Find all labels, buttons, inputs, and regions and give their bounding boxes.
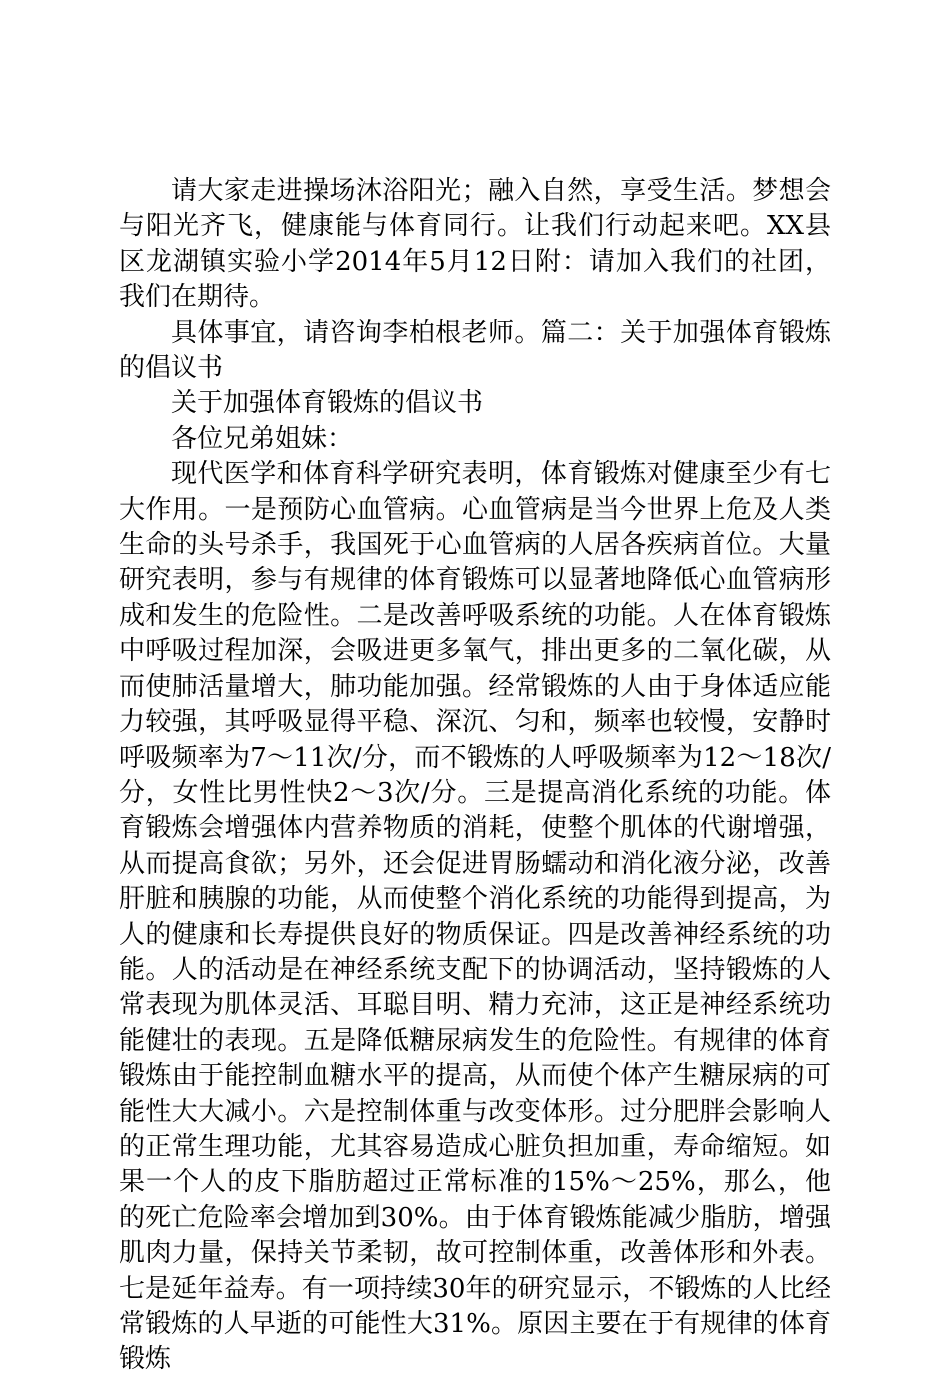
document-title: 关于加强体育锻炼的倡议书 — [171, 388, 484, 419]
salutation: 各位兄弟姐妹： — [171, 423, 354, 454]
paragraph-contact-info: 具体事宜，请咨询李柏根老师。篇二：关于加强体育锻炼的倡议书 — [119, 317, 831, 384]
paragraph-closing-invitation: 请大家走进操场沐浴阳光；融入自然，享受生活。梦想会与阳光齐飞，健康能与体育同行。让我们行动起来吧。XX县区龙湖镇实验小学2014年5月12日附：请加入我们的社团，我们在期待。 — [119, 176, 831, 313]
document-page — [119, 174, 831, 1378]
paragraph-body: 现代医学和体育科学研究表明，体育锻炼对健康至少有七大作用。一是预防心血管病。心血管病是当今世界上危及人类生命的头号杀手，我国死于心血管病的人居各疾病首位。大量研究表明，参与有规律的体育锻炼可以显著地降低心血管病形成和发生的危险性。二是改善呼吸系统的功能。人在体育锻炼中呼吸过程加深，会吸进更多氧气，排出更多的二氧化碳，从而使肺活量增大，肺功能加强。经常锻炼的人由于身体适应能力较强，其呼吸显得平稳、深沉、匀和，频率也较慢，安静时呼吸频率为7～11次/分，而不锻炼的人呼吸频率为12～18次/分，女性比男性快2～3次/分。三是提高消化系统的功能。体育锻炼会增强体内营养物质的消耗，使整个肌体的代谢增强，从而提高食欲；另外，还会促进胃肠蠕动和消化液分泌，改善肝脏和胰腺的功能，从而使整个消化系统的功能得到提高，为人的健康和长寿提供良好的物质保证。四是改善神经系统的功能。人的活动是在神经系统支配下的协调活动，坚持锻炼的人常表现为肌体灵活、耳聪目明、精力充沛，这正是神经系统功能健壮的表现。五是降低糖尿病发生的危险性。有规律的体育锻炼由于能控制血糖水平的提高，从而使个体产生糖尿病的可能性大大减小。六是控制体重与改变体形。过分肥胖会影响人的正常生理功能，尤其容易造成心脏负担加重，寿命缩短。如果一个人的皮下脂肪超过正常标准的15%～25%，那么，他的死亡危险率会增加到30%。由于体育锻炼能减少脂肪，增强肌肉力量，保持关节柔韧，故可控制体重，改善体形和外表。七是延年益寿。有一项持续30年的研究显示，不锻炼的人比经常锻炼的人早逝的可能性大31%。原因主要在于有规律的体育锻炼 — [119, 459, 831, 1375]
